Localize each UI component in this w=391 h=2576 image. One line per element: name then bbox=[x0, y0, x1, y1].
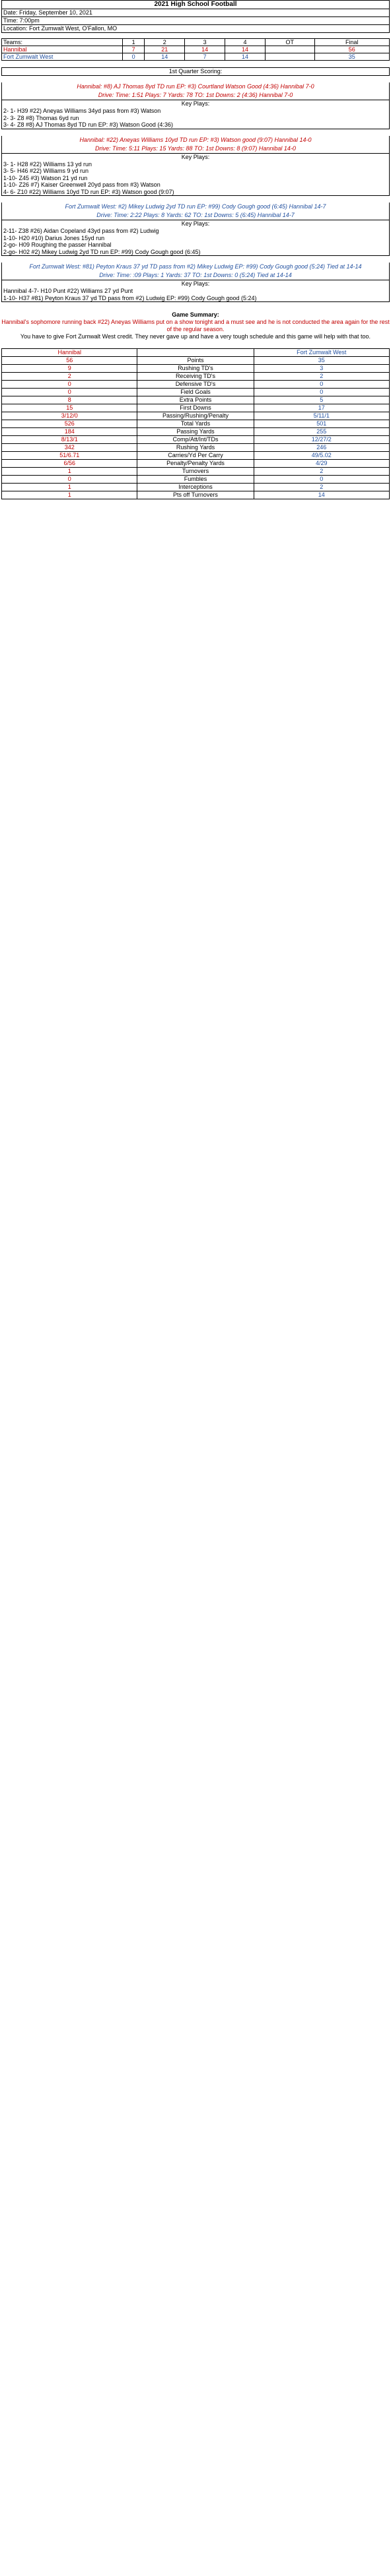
totals-cell: 184 bbox=[2, 428, 137, 436]
left-team: Hannibal bbox=[2, 349, 137, 357]
totals-row bbox=[2, 365, 390, 373]
totals-row bbox=[2, 436, 390, 444]
totals-row bbox=[2, 476, 390, 484]
totals-cell: 0 bbox=[2, 476, 137, 484]
header-teams: Teams: bbox=[2, 39, 123, 46]
page-title: 2021 High School Football bbox=[1, 0, 390, 9]
key-play: 2-go- H02 #2) Mikey Ludwig 2yd TD run EP: #99) Cody Gough good (6:45) bbox=[3, 248, 201, 255]
key-play: 2- 1- H39 #22) Aneyas Williams 34yd pass from #3) Watson bbox=[3, 108, 161, 114]
drive-summary: Hannibal: #8) AJ Thomas 8yd TD run EP: #3) Courtland Watson Good (4:36) Hannibal 7-0 bbox=[77, 83, 314, 90]
totals-cell: Carries/Yd Per Carry bbox=[137, 452, 254, 460]
scoreboard-header bbox=[2, 39, 390, 46]
drive-summary: Fort Zumwalt West: #81) Peyton Kraus 37 yd TD pass from #2) Mikey Ludwig EP: #99) Cody Gough good (5:24) Tied at 14-14 bbox=[29, 263, 362, 270]
totals-row bbox=[2, 396, 390, 404]
totals-cell: 1 bbox=[2, 468, 137, 476]
totals-row bbox=[2, 412, 390, 420]
totals-row bbox=[2, 420, 390, 428]
totals-cell: 246 bbox=[254, 444, 389, 452]
header-q4: 4 bbox=[225, 39, 266, 46]
totals-cell: 17 bbox=[254, 404, 389, 412]
scoreboard bbox=[1, 38, 390, 61]
key-plays-heading: Key Plays: bbox=[2, 153, 389, 161]
summary-line: You have to give Fort Zumwalt West credit. They never gave up and have a very tough schedule and this game will help with that too. bbox=[20, 333, 371, 340]
totals-cell: 1 bbox=[2, 484, 137, 491]
totals-cell: Rushing Yards bbox=[137, 444, 254, 452]
totals-cell: 4/29 bbox=[254, 460, 389, 468]
totals-row bbox=[2, 381, 390, 389]
totals-cell: 56 bbox=[2, 357, 137, 365]
totals-cell: Points bbox=[137, 357, 254, 365]
header-q2: 2 bbox=[145, 39, 185, 46]
totals-row bbox=[2, 404, 390, 412]
totals-cell: Extra Points bbox=[137, 396, 254, 404]
drive-summary: Hannibal: #22) Aneyas Williams 10yd TD run EP: #3) Watson good (9:07) Hannibal 14-0 bbox=[79, 136, 312, 143]
right-team: Fort Zumwalt West bbox=[254, 349, 389, 357]
totals-cell: 5/11/1 bbox=[254, 412, 389, 420]
score-row-hannibal bbox=[2, 46, 390, 53]
totals-cell: 8/13/1 bbox=[2, 436, 137, 444]
key-play: 1-10- H20 #10) Darius Jones 15yd run bbox=[3, 234, 105, 241]
score-cell: 14 bbox=[225, 53, 266, 61]
score-cell: 35 bbox=[314, 53, 389, 61]
totals-row bbox=[2, 468, 390, 476]
score-cell bbox=[265, 53, 314, 61]
totals-cell: Comp/Att/Int/TDs bbox=[137, 436, 254, 444]
totals-row bbox=[2, 452, 390, 460]
totals-cell: 2 bbox=[254, 484, 389, 491]
totals-cell: Total Yards bbox=[137, 420, 254, 428]
game-date: Date: Friday, September 10, 2021 bbox=[1, 9, 390, 17]
totals-row bbox=[2, 373, 390, 381]
totals-cell: 255 bbox=[254, 428, 389, 436]
totals-cell: 342 bbox=[2, 444, 137, 452]
score-cell: 7 bbox=[123, 46, 145, 53]
totals-row bbox=[2, 428, 390, 436]
score-cell: 14 bbox=[225, 46, 266, 53]
key-play: 1-10- Z45 #3) Watson 21 yd run bbox=[3, 174, 88, 181]
totals-cell: Penalty/Penalty Yards bbox=[137, 460, 254, 468]
game-time: Time: 7:00pm bbox=[1, 17, 390, 25]
totals-row bbox=[2, 389, 390, 396]
key-plays-heading: Key Plays: bbox=[2, 280, 389, 288]
score-row-fzw bbox=[2, 53, 390, 61]
totals-cell: Receiving TD's bbox=[137, 373, 254, 381]
totals-cell: 2 bbox=[254, 468, 389, 476]
totals-body bbox=[2, 357, 390, 499]
totals-cell: Fumbles bbox=[137, 476, 254, 484]
score-cell: 56 bbox=[314, 46, 389, 53]
totals-row bbox=[2, 460, 390, 468]
totals-cell: Interceptions bbox=[137, 484, 254, 491]
game-summary bbox=[1, 311, 390, 340]
key-plays-heading: Key Plays: bbox=[2, 100, 389, 108]
score-cell: 21 bbox=[145, 46, 185, 53]
totals-cell: Defensive TD's bbox=[137, 381, 254, 389]
header-q3: 3 bbox=[185, 39, 225, 46]
key-play: 1-10- Z26 #7) Kaiser Greenwell 20yd pass from #3) Watson bbox=[3, 181, 160, 188]
totals-cell: 0 bbox=[254, 476, 389, 484]
totals-header bbox=[2, 349, 390, 357]
key-plays-heading: Key Plays: bbox=[2, 220, 389, 228]
drive-summary: Fort Zumwalt West: #2) Mikey Ludwig 2yd TD run EP: #99) Cody Gough good (6:45) Hannibal 14-7 bbox=[65, 203, 326, 210]
drive-summary: Drive: Time: 2:22 Plays: 8 Yards: 62 TO: 1st Downs: 5 (6:45) Hannibal 14-7 bbox=[96, 212, 295, 218]
totals-cell: 14 bbox=[254, 491, 389, 499]
totals-cell: 9 bbox=[2, 365, 137, 373]
totals-cell: 2 bbox=[254, 373, 389, 381]
totals-cell: 1 bbox=[2, 491, 137, 499]
team-name: Fort Zumwalt West bbox=[2, 53, 123, 61]
totals-cell: 12/27/2 bbox=[254, 436, 389, 444]
drive-block bbox=[1, 136, 390, 197]
totals-row bbox=[2, 444, 390, 452]
totals-cell: Rushing TD's bbox=[137, 365, 254, 373]
totals-cell: 526 bbox=[2, 420, 137, 428]
key-play: 3- 4- Z8 #8) AJ Thomas 8yd TD run EP: #3) Watson Good (4:36) bbox=[3, 121, 173, 128]
totals-cell: 501 bbox=[254, 420, 389, 428]
game-location: Location: Fort Zumwalt West, O'Fallon, MO bbox=[1, 25, 390, 33]
totals-cell: 49/5.02 bbox=[254, 452, 389, 460]
key-play: 4- 6- Z10 #22) Williams 10yd TD run EP: #3) Watson good (9:07) bbox=[3, 188, 174, 195]
totals-cell: 6/56 bbox=[2, 460, 137, 468]
totals-cell: 0 bbox=[2, 381, 137, 389]
totals-cell: 3/12/0 bbox=[2, 412, 137, 420]
totals-cell: Passing/Rushing/Penalty bbox=[137, 412, 254, 420]
drive-summary: Drive: Time: :09 Plays: 1 Yards: 37 TO: 1st Downs: 0 (5:24) Tied at 14-14 bbox=[99, 272, 292, 278]
key-play: 1-10- H37 #81) Peyton Kraus 37 yd TD pass from #2) Ludwig EP: #99) Cody Gough good (5:24) bbox=[3, 294, 257, 301]
drive-block bbox=[1, 263, 390, 302]
totals-cell: Field Goals bbox=[137, 389, 254, 396]
drive-summary: Drive: Time: 5:11 Plays: 15 Yards: 88 TO: 1st Downs: 8 (9:07) Hannibal 14-0 bbox=[95, 144, 296, 152]
score-cell: 14 bbox=[185, 46, 225, 53]
key-play: 2- 3- Z8 #8) Thomas 6yd run bbox=[3, 114, 79, 121]
totals-cell: 15 bbox=[2, 404, 137, 412]
key-play: 3- 5- H46 #22) Williams 9 yd run bbox=[3, 168, 89, 174]
header-ot: OT bbox=[265, 39, 314, 46]
totals-cell: 3 bbox=[254, 365, 389, 373]
summary-heading: Game Summary: bbox=[172, 311, 219, 318]
drive-list bbox=[1, 82, 390, 302]
key-play: 2-11- Z38 #26) Aidan Copeland 43yd pass from #2) Ludwig bbox=[3, 228, 159, 234]
totals-cell: 51/6.71 bbox=[2, 452, 137, 460]
quarter-title: 1st Quarter Scoring: bbox=[1, 67, 390, 76]
header-q1: 1 bbox=[123, 39, 145, 46]
score-cell: 7 bbox=[185, 53, 225, 61]
team-totals bbox=[1, 348, 390, 499]
totals-cell: Turnovers bbox=[137, 468, 254, 476]
totals-row bbox=[2, 491, 390, 499]
totals-cell: First Downs bbox=[137, 404, 254, 412]
totals-cell: 0 bbox=[254, 389, 389, 396]
key-play: 3- 1- H28 #22) Williams 13 yd run bbox=[3, 160, 92, 168]
totals-cell: 35 bbox=[254, 357, 389, 365]
team-name: Hannibal bbox=[2, 46, 123, 53]
totals-row bbox=[2, 357, 390, 365]
summary-line: Hannibal's sophomore running back #22) Aneyas Williams put on a show tonight and a must see and he is not conducted the area again for the rest of the regular season. bbox=[1, 319, 390, 332]
key-play: 2-go- H09 Roughing the passer Hannibal bbox=[3, 241, 112, 248]
totals-cell: 2 bbox=[2, 373, 137, 381]
score-cell: 0 bbox=[123, 53, 145, 61]
totals-cell: Pts off Turnovers bbox=[137, 491, 254, 499]
totals-cell: 5 bbox=[254, 396, 389, 404]
drive-block bbox=[1, 82, 390, 129]
totals-cell: 0 bbox=[254, 381, 389, 389]
totals-cell: 8 bbox=[2, 396, 137, 404]
header-final: Final bbox=[314, 39, 389, 46]
totals-cell: 0 bbox=[2, 389, 137, 396]
drive-block bbox=[1, 203, 390, 256]
drive-summary: Drive: Time: 1:51 Plays: 7 Yards: 78 TO: 1st Downs: 2 (4:36) Hannibal 7-0 bbox=[98, 92, 293, 98]
totals-cell: Passing Yards bbox=[137, 428, 254, 436]
score-cell bbox=[265, 46, 314, 53]
score-cell: 14 bbox=[145, 53, 185, 61]
key-play: Hannibal 4-7- H10 Punt #22) Williams 27 yd Punt bbox=[3, 288, 133, 294]
totals-row bbox=[2, 484, 390, 491]
